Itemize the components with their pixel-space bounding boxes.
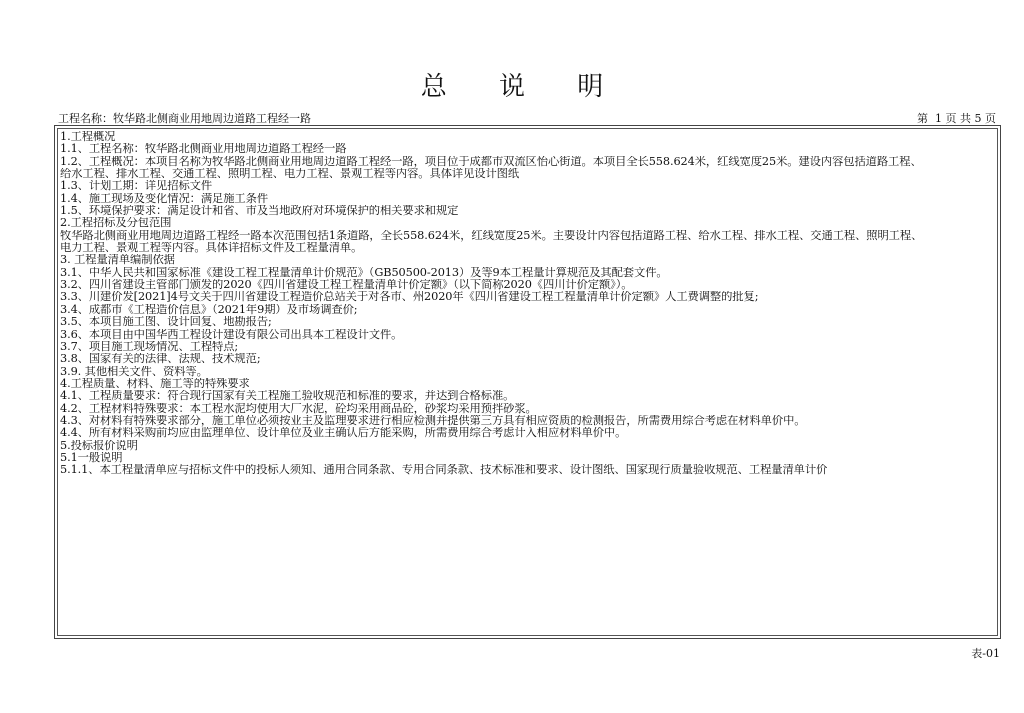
description-line: 3.4、成都市《工程造价信息》（2021年9期）及市场调查价; [60, 303, 358, 316]
description-line: 1.1、工程名称：牧华路北侧商业用地周边道路工程经一路 [60, 143, 347, 156]
project-name: 工程名称：牧华路北侧商业用地周边道路工程经一路 [58, 112, 311, 125]
description-line: 3. 工程量清单编制依据 [60, 254, 175, 267]
description-line: 1.2、工程概况：本项目名称为牧华路北侧商业用地周边道路工程经一路，项目位于成都市双流区怡心街道。本项目全长558.624米，红线宽度25米。建设内容包括道路工程、 [60, 155, 922, 168]
description-line: 3.2、四川省建设主管部门颁发的2020《四川省建设工程工程量清单计价定额》（以下简称2020《四川计价定额》）。 [60, 279, 633, 292]
description-line: 1.4、施工现场及变化情况：满足施工条件 [60, 192, 269, 205]
description-line: 3.7、项目施工现场情况、工程特点; [60, 340, 239, 353]
page-indicator: 第 1 页 共 5 页 [917, 112, 996, 125]
description-body [57, 128, 998, 636]
description-line: 4.2、工程材料特殊要求：本工程水泥均使用大厂水泥，砼均采用商品砼，砂浆均采用预拌砂浆。 [60, 402, 537, 415]
description-line: 4.工程质量、材料、施工等的特殊要求 [60, 377, 250, 390]
table-number: 表-01 [971, 647, 1000, 660]
description-line: 4.1、工程质量要求：符合现行国家有关工程施工验收规范和标准的要求，并达到合格标准。 [60, 390, 515, 403]
description-line: 5.1一般说明 [60, 451, 123, 464]
description-line: 4.3、对材料有特殊要求部分，施工单位必须按业主及监理要求进行相应检测并提供第三方具有相应资质的检测报告，所需费用综合考虑在材料单价中。 [60, 414, 806, 427]
description-line: 4.4、所有材料采购前均应由监理单位、设计单位及业主确认后方能采购，所需费用综合考虑计入相应材料单价中。 [60, 427, 627, 440]
description-line: 电力工程、景观工程等内容。具体详招标文件及工程量清单。 [60, 242, 363, 255]
description-line: 牧华路北侧商业用地周边道路工程经一路本次范围包括1条道路，全长558.624米，红线宽度25米。主要设计内容包括道路工程、给水工程、排水工程、交通工程、照明工程、 [60, 229, 923, 242]
description-line: 1.3、计划工期：详见招标文件 [60, 180, 213, 193]
description-line: 2.工程招标及分包范围 [60, 217, 172, 230]
page-title: 总 说 明 [420, 72, 626, 102]
description-line: 给水工程、排水工程、交通工程、照明工程、电力工程、景观工程等内容。具体详见设计图纸 [60, 168, 520, 181]
description-line: 5.1.1、本工程量清单应与招标文件中的投标人须知、通用合同条款、专用合同条款、技术标准和要求、设计图纸、国家现行质量验收规范、工程量清单计价 [60, 464, 828, 477]
description-line: 5.投标报价说明 [60, 439, 138, 452]
description-line: 3.5、本项目施工图、设计回复、地勘报告; [60, 316, 272, 329]
description-line: 3.8、国家有关的法律、法规、技术规范; [60, 353, 261, 366]
description-line: 1.工程概况 [60, 131, 116, 143]
description-frame [54, 125, 1001, 639]
description-line: 3.6、本项目由中国华西工程设计建设有限公司出具本工程设计文件。 [60, 328, 403, 341]
header-meta [58, 112, 1000, 126]
description-line: 3.3、川建价发[2021]4号文关于四川省建设工程造价总站关于对各市、州2020年《四川省建设工程工程量清单计价定额》人工费调整的批复; [60, 291, 759, 304]
description-line: 3.9. 其他相关文件、资料等。 [60, 365, 208, 378]
description-line: 3.1、中华人民共和国家标准《建设工程工程量清单计价规范》（GB50500-2013）及等9本工程量计算规范及其配套文件。 [60, 266, 668, 279]
description-line: 1.5、环境保护要求：满足设计和省、市及当地政府对环境保护的相关要求和规定 [60, 205, 459, 218]
